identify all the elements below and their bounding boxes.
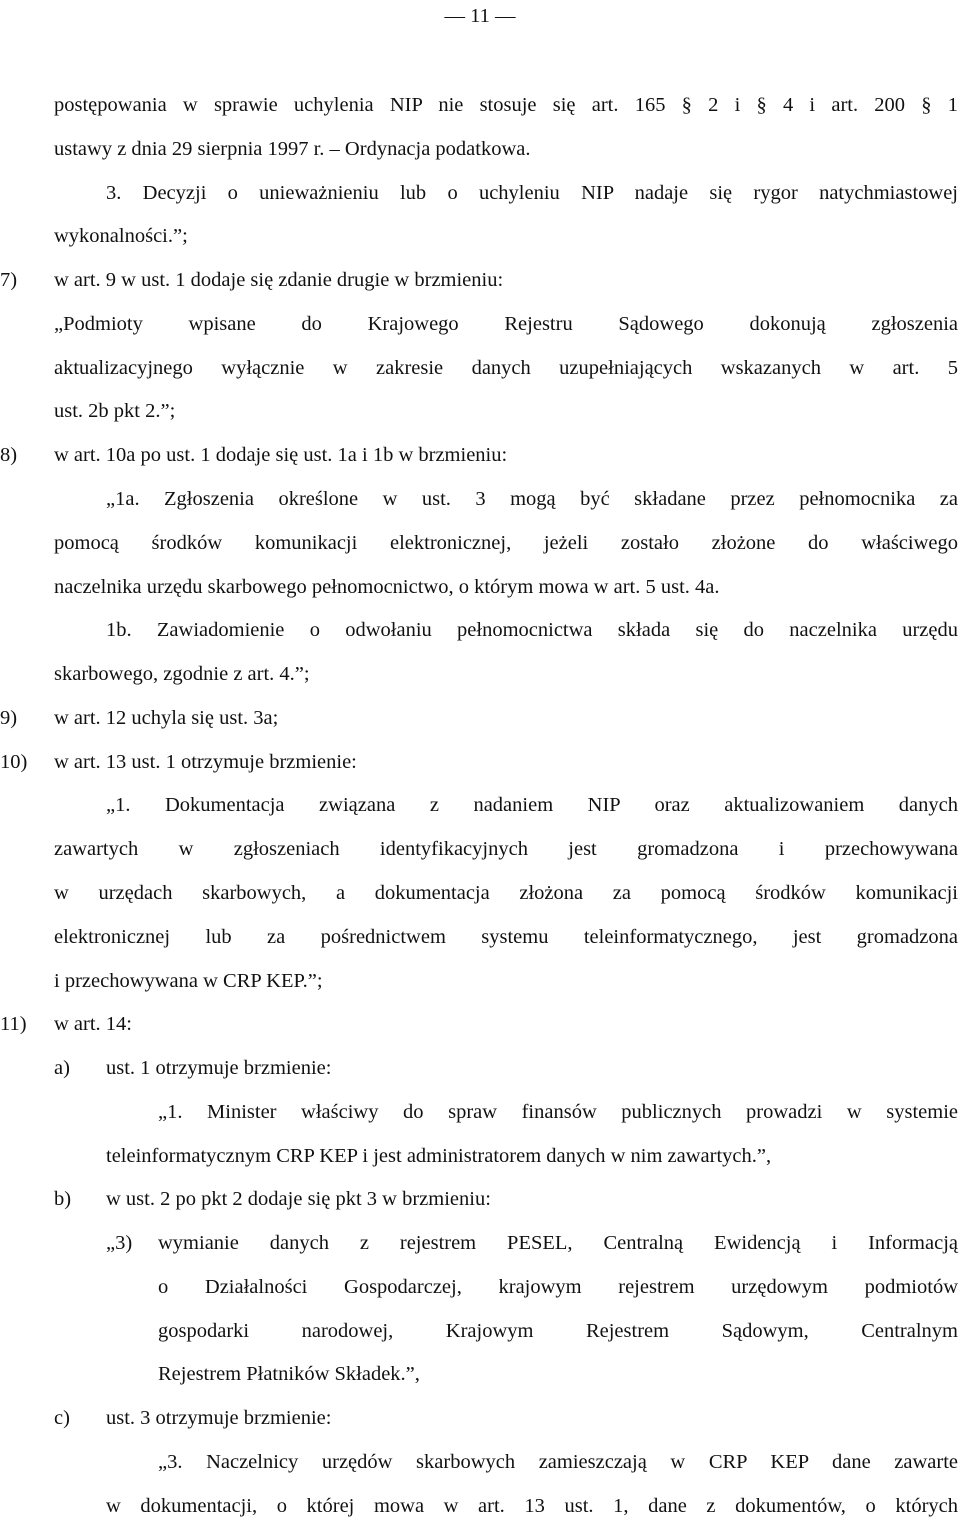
text-line: w art. 13 ust. 1 otrzymuje brzmienie:: [54, 751, 357, 773]
text-line: „1a. Zgłoszenia określone w ust. 3 mogą być składane przez pełnomocnika za: [106, 488, 958, 510]
text-line: 3. Decyzji o unieważnieniu lub o uchyleniu NIP nadaje się rygor natychmiastowej: [106, 182, 958, 204]
item-number: 11): [0, 1013, 27, 1035]
text-line: ust. 1 otrzymuje brzmienie:: [106, 1057, 332, 1079]
text-line: ust. 2b pkt 2.”;: [54, 400, 176, 422]
item-letter: c): [54, 1407, 70, 1429]
text-line: aktualizacyjnego wyłącznie w zakresie danych uzupełniających wskazanych w art. 5: [54, 357, 958, 379]
text-line: w art. 9 w ust. 1 dodaje się zdanie drugie w brzmieniu:: [54, 269, 504, 291]
text-line: w urzędach skarbowych, a dokumentacja złożona za pomocą środków komunikacji: [54, 882, 958, 904]
text-line: skarbowego, zgodnie z art. 4.”;: [54, 663, 310, 685]
text-line: „1. Dokumentacja związana z nadaniem NIP oraz aktualizowaniem danych: [106, 794, 958, 816]
text-line: naczelnika urzędu skarbowego pełnomocnictwo, o którym mowa w art. 5 ust. 4a.: [54, 576, 720, 598]
item-number: 9): [0, 707, 18, 729]
text-line: ustawy z dnia 29 sierpnia 1997 r. – Ordynacja podatkowa.: [54, 138, 531, 160]
text-line: postępowania w sprawie uchylenia NIP nie stosuje się art. 165 § 2 i § 4 i art. 200 § 1: [54, 94, 958, 116]
text-line: 1b. Zawiadomienie o odwołaniu pełnomocnictwa składa się do naczelnika urzędu: [106, 619, 958, 641]
text-line: gospodarki narodowej, Krajowym Rejestrem Sądowym, Centralnym: [158, 1320, 958, 1342]
text-line: wykonalności.”;: [54, 225, 188, 247]
page-number: — 11 —: [444, 5, 516, 27]
item-letter: a): [54, 1057, 70, 1079]
text-line: „1. Minister właściwy do spraw finansów publicznych prowadzi w systemie: [158, 1101, 958, 1123]
item-number: 10): [0, 751, 28, 773]
text-line: „Podmioty wpisane do Krajowego Rejestru Sądowego dokonują zgłoszenia: [54, 313, 958, 335]
text-line: w art. 10a po ust. 1 dodaje się ust. 1a i 1b w brzmieniu:: [54, 444, 508, 466]
item-number: 7): [0, 269, 18, 291]
text-line: wymianie danych z rejestrem PESEL, Centralną Ewidencją i Informacją: [158, 1232, 958, 1254]
text-line: w art. 12 uchyla się ust. 3a;: [54, 707, 279, 729]
text-line: „3. Naczelnicy urzędów skarbowych zamieszczają w CRP KEP dane zawarte: [158, 1451, 958, 1473]
text-line: w art. 14:: [54, 1013, 132, 1035]
text-line: teleinformatycznym CRP KEP i jest administratorem danych w nim zawartych.”,: [106, 1145, 772, 1167]
text-line: pomocą środków komunikacji elektronicznej, jeżeli zostało złożone do właściwego: [54, 532, 958, 554]
text-line: Rejestrem Płatników Składek.”,: [158, 1363, 420, 1385]
text-line: o Działalności Gospodarczej, krajowym rejestrem urzędowym podmiotów: [158, 1276, 958, 1298]
text-line: ust. 3 otrzymuje brzmienie:: [106, 1407, 332, 1429]
text-line: i przechowywana w CRP KEP.”;: [54, 970, 323, 992]
text-line: w dokumentacji, o której mowa w art. 13 ust. 1, dane z dokumentów, o których: [106, 1495, 958, 1517]
item-number: „3): [106, 1232, 133, 1254]
text-line: zawartych w zgłoszeniach identyfikacyjnych jest gromadzona i przechowywana: [54, 838, 958, 860]
item-number: 8): [0, 444, 18, 466]
item-letter: b): [54, 1188, 72, 1210]
text-line: elektronicznej lub za pośrednictwem systemu teleinformatycznego, jest gromadzona: [54, 926, 958, 948]
text-line: w ust. 2 po pkt 2 dodaje się pkt 3 w brzmieniu:: [106, 1188, 491, 1210]
